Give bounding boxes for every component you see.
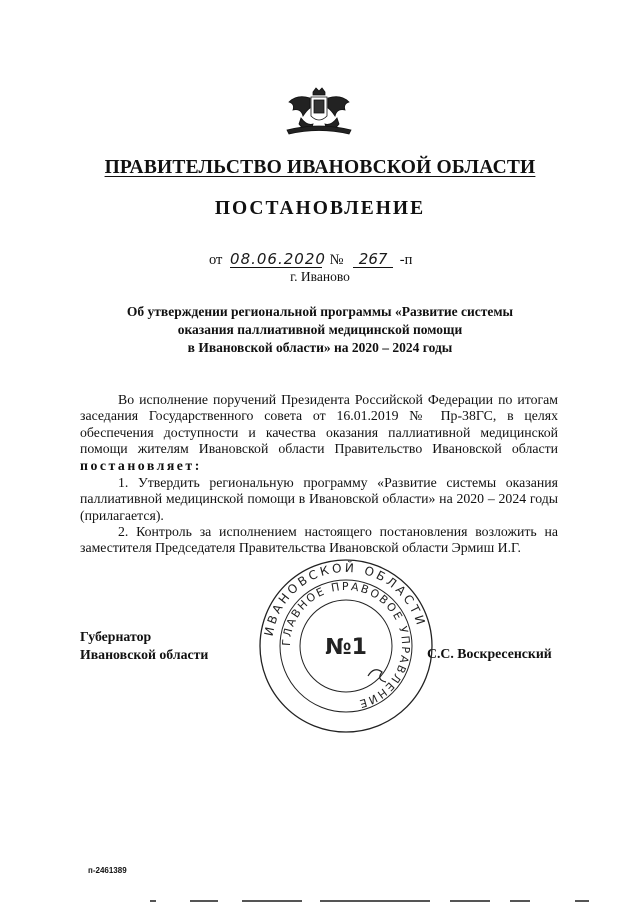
decree-dateline [209,251,412,269]
subject-line: Об утверждении региональной программы «Развитие системы [126,304,514,319]
decree-date: 08.06.2020 [230,250,326,268]
number-sign: № [329,252,344,268]
legal-department-stamp [258,558,434,734]
clause-2: 2. Контроль за исполнением настоящего постановления возложить на заместителя Председателя Правительства Ивановской области Эрмиш И.Г. [80,524,558,556]
coat-of-arms-icon [283,86,355,136]
stamp-inner-text: ГЛАВНОЕ ПРАВОВОЕ УПРАВЛЕНИЕ [279,579,413,711]
resolves-word: постановляет: [80,457,202,473]
signatory-name: С.С. Воскресенский [427,646,552,661]
subject-line: в Ивановской области» на 2020 – 2024 годы [187,340,453,355]
scan-edge-marks [150,900,590,903]
signatory-position [80,628,208,664]
decree-subject [0,303,640,357]
stamp-outer-text: ИВАНОВСКОЙ ОБЛАСТИ [261,560,429,638]
svg-text:ИВАНОВСКОЙ ОБЛАСТИ [262,560,429,638]
date-prefix: от [209,252,223,268]
preamble-paragraph [80,392,558,474]
decree-number: 267 [353,251,393,268]
position-line: Губернатор [80,629,152,644]
preamble-text: Во исполнение поручений Президента Российской Федерации по итогам заседания Государственного совета от 16.01.2019 № Пр-38ГС, в целях обеспечения доступности и качества оказания паллиативной медицинской помощи жителям Ивановской области Правительство Ивановской области [80,392,558,457]
number-suffix: -п [399,252,413,268]
government-title: ПРАВИТЕЛЬСТВО ИВАНОВСКОЙ ОБЛАСТИ [104,157,536,178]
document-type-title: ПОСТАНОВЛЕНИЕ [214,198,426,219]
stamp-number: №1 [325,635,367,660]
position-line: Ивановской области [80,647,209,662]
city: г. Иваново [290,269,350,284]
clause-1: 1. Утвердить региональную программу «Развитие системы оказания паллиативной медицинской помощи в Ивановской области» на 2020 – 2024 годы (прилагается). [80,475,558,523]
subject-line: оказания паллиативной медицинской помощи [177,322,463,337]
document-id: п-2461389 [88,866,127,875]
